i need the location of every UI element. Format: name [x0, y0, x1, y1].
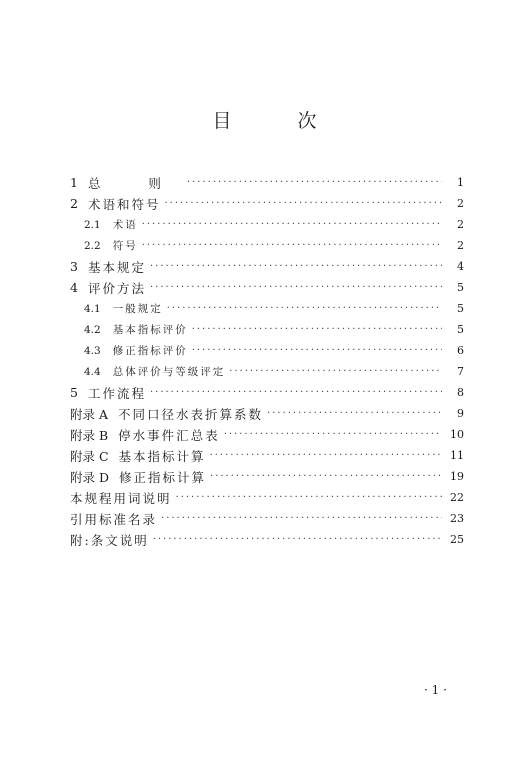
toc-entry-page: 25	[450, 533, 464, 546]
leader-dots	[210, 449, 442, 463]
toc-entry-4-2[interactable]	[70, 319, 464, 340]
toc-entry-number: 4.4	[84, 365, 101, 378]
leader-dots	[150, 281, 442, 295]
toc-entry-number: 4	[70, 280, 78, 295]
toc-entry-page: 2	[457, 239, 464, 252]
toc-entry-page: 1	[457, 176, 464, 189]
table-of-contents	[70, 172, 464, 550]
leader-dots	[210, 470, 442, 484]
toc-entry-page: 5	[457, 302, 464, 315]
toc-entry-label: 工作流程	[87, 385, 146, 401]
toc-entry-number: 4.2	[84, 323, 101, 336]
leader-dots	[176, 491, 442, 505]
toc-entry-page: 10	[450, 428, 464, 441]
toc-entry-number: 3	[70, 259, 78, 274]
toc-entry-2[interactable]	[70, 193, 464, 214]
toc-entry-page: 4	[457, 260, 464, 273]
toc-entry-page: 7	[457, 365, 464, 378]
toc-entry-label: 不同口径水表折算系数	[118, 406, 264, 422]
toc-entry-page: 22	[450, 491, 464, 504]
toc-entry-5[interactable]	[70, 382, 464, 403]
leader-dots	[192, 344, 442, 358]
toc-entry-4-3[interactable]	[70, 340, 464, 361]
toc-entry-1[interactable]	[70, 172, 464, 193]
leader-dots	[229, 365, 442, 379]
toc-entry-label: 本规程用词说明	[70, 490, 172, 506]
leader-dots	[187, 176, 442, 190]
leader-dots	[192, 323, 442, 337]
toc-entry-number: 附录 D	[70, 469, 109, 485]
toc-entry-4-1[interactable]	[70, 298, 464, 319]
toc-entry-page: 5	[457, 323, 464, 336]
toc-entry-label: 附:条文说明	[70, 532, 149, 548]
toc-entry-clause-explanation[interactable]	[70, 529, 464, 550]
toc-entry-2-2[interactable]	[70, 235, 464, 256]
toc-entry-label: 基本规定	[87, 259, 146, 275]
toc-entry-label: 总体评价与等级评定	[112, 366, 226, 378]
toc-entry-number: 附录 A	[70, 406, 109, 422]
leader-dots	[142, 218, 442, 232]
toc-entry-appendix-a[interactable]	[70, 403, 464, 424]
leader-dots	[150, 386, 442, 400]
toc-entry-appendix-d[interactable]	[70, 466, 464, 487]
toc-entry-appendix-b[interactable]	[70, 424, 464, 445]
toc-entry-3[interactable]	[70, 256, 464, 277]
leader-dots	[164, 197, 442, 211]
toc-entry-label: 引用标准名录	[70, 511, 158, 527]
toc-entry-label: 符号	[112, 240, 138, 252]
toc-entry-2-1[interactable]	[70, 214, 464, 235]
toc-entry-number: 4.1	[84, 302, 101, 315]
toc-entry-page: 11	[450, 449, 464, 462]
toc-entry-label: 一般规定	[112, 303, 163, 315]
toc-entry-page: 8	[457, 386, 464, 399]
toc-entry-page: 9	[457, 407, 464, 420]
leader-dots	[267, 407, 442, 421]
leader-dots	[150, 260, 442, 274]
toc-entry-page: 23	[450, 512, 464, 525]
toc-entry-4-4[interactable]	[70, 361, 464, 382]
page-title: 目 次	[212, 110, 347, 132]
toc-entry-page: 2	[457, 197, 464, 210]
toc-entry-number: 附录 C	[70, 448, 109, 464]
leader-dots	[161, 512, 442, 526]
toc-entry-label: 基本指标评价	[112, 324, 188, 336]
toc-entry-4[interactable]	[70, 277, 464, 298]
toc-entry-number: 2.1	[84, 218, 101, 231]
toc-entry-label: 术语和符号	[87, 196, 161, 212]
toc-entry-appendix-c[interactable]	[70, 445, 464, 466]
toc-entry-label: 术语	[112, 219, 138, 231]
toc-entry-number: 附录 B	[70, 427, 109, 443]
toc-entry-page: 2	[457, 218, 464, 231]
toc-entry-number: 5	[70, 385, 78, 400]
toc-entry-page: 19	[450, 470, 464, 483]
toc-entry-number: 1	[70, 175, 78, 190]
toc-entry-page: 6	[457, 344, 464, 357]
toc-entry-number: 4.3	[84, 344, 101, 357]
leader-dots	[224, 428, 442, 442]
leader-dots	[142, 239, 442, 253]
toc-entry-label: 停水事件汇总表	[118, 427, 220, 443]
toc-entry-page: 5	[457, 281, 464, 294]
toc-entry-label: 修正指标评价	[112, 345, 188, 357]
leader-dots	[153, 533, 442, 547]
toc-entry-label: 总 则	[87, 175, 183, 191]
toc-entry-number: 2	[70, 196, 78, 211]
page-number: · 1 ·	[424, 683, 447, 697]
toc-entry-label: 基本指标计算	[118, 448, 206, 464]
toc-entry-terms-usage[interactable]	[70, 487, 464, 508]
toc-entry-label: 评价方法	[87, 280, 146, 296]
leader-dots	[167, 302, 442, 316]
toc-entry-label: 修正指标计算	[119, 469, 207, 485]
toc-entry-cited-standards[interactable]	[70, 508, 464, 529]
toc-entry-number: 2.2	[84, 239, 101, 252]
